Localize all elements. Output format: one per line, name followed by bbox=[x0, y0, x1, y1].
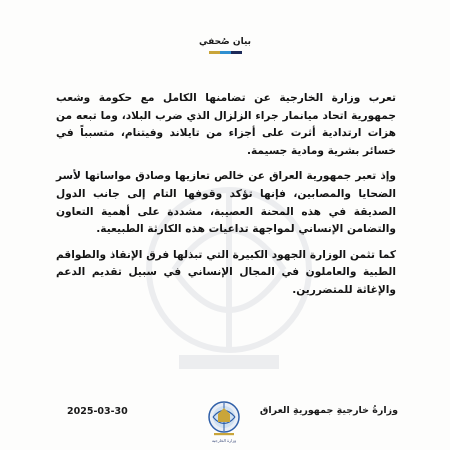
statement-paragraph: وإذ تعبر جمهورية العراق عن خالص تعازيها وصادق مواساتها لأسر الضحايا والمصابين، فإنها تؤكد وقوفها التام إلى جانب الدول الصديقة في هذه المحنة العصيبة، مشددة على أهمية التعاون والتضامن الإنساني لمواجهة تداعيات هذه الكارثة الطبيعية. bbox=[56, 170, 396, 236]
statement-paragraph: تعرب وزارة الخارجية عن تضامنها الكامل مع حكومة وشعب جمهورية اتحاد ميانمار جراء الزلزال الذي ضرب البلاد، وما تبعه من هزات ارتدادية أثرت على أجزاء من تايلاند وفيتنام، متسبباً في خسائر بشرية ومادية جسيمة. bbox=[56, 92, 396, 157]
header-divider bbox=[0, 51, 450, 54]
release-date: 2025-03-30 bbox=[67, 406, 128, 417]
statement-paragraph: كما تثمن الوزارة الجهود الكبيرة التي تبذلها فرق الإنقاذ والطواقم الطبية والعاملون في المجال الإنساني في سبيل تقديم الدعم والإغاثة للمتضررين. bbox=[56, 248, 396, 296]
divider-segment-gold bbox=[209, 51, 220, 54]
header-title: بيان صُحفي bbox=[198, 37, 251, 47]
header bbox=[0, 36, 450, 54]
divider-segment-navy bbox=[231, 51, 242, 54]
logo-caption: وزارة الخارجية bbox=[211, 438, 237, 443]
divider-segment-blue bbox=[220, 51, 231, 54]
statement-body bbox=[56, 90, 396, 308]
footer bbox=[0, 398, 450, 450]
ministry-name: وزارةُ خارجيةِ جمهوريةِ العراق bbox=[259, 405, 398, 416]
